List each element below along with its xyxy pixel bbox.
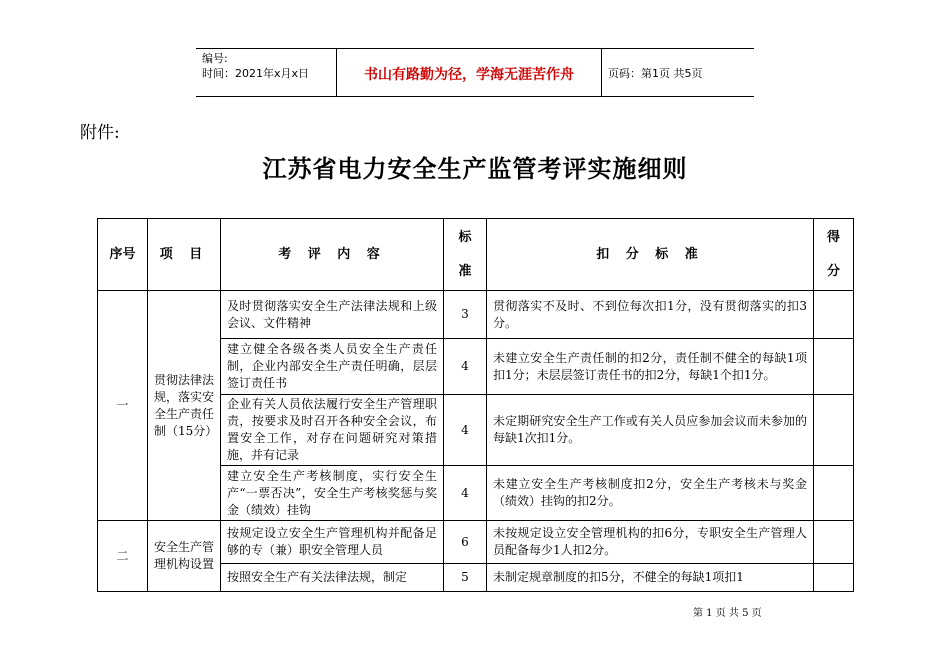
header-deduction: 扣 分 标 准: [487, 219, 814, 291]
row-deduction: [487, 466, 814, 521]
table-header-row: [98, 219, 854, 291]
row-score: [814, 339, 854, 395]
row-content: [221, 466, 444, 521]
row-deduction-text: 贯彻落实不及时、不到位每次扣1分，没有贯彻落实的扣3分。: [493, 298, 807, 330]
header-divider: [601, 49, 602, 96]
section-item: [148, 291, 221, 521]
row-content: [221, 339, 444, 395]
header-score: [814, 219, 854, 291]
row-content: [221, 395, 444, 466]
header-meta: [202, 51, 309, 81]
row-deduction-text: 未建立安全生产考核制度扣2分，安全生产考核未与奖金（绩效）挂钩的扣2分。: [493, 477, 807, 508]
header-content: 考 评 内 容: [221, 219, 444, 291]
row-content-text: 建立安全生产考核制度，实行安全生产“一票否决”，安全生产考核奖惩与奖金（绩效）挂钩: [227, 468, 437, 517]
attachment-label: 附件:: [80, 123, 120, 143]
row-score: [814, 564, 854, 592]
row-score: [814, 291, 854, 339]
row-content-text: 建立健全各级各类人员安全生产责任制，企业内部安全生产责任明确，层层签订责任书: [227, 342, 437, 390]
document-title: 江苏省电力安全生产监管考评实施细则: [262, 155, 688, 183]
row-score: [814, 521, 854, 564]
header-standard-line1: 标: [458, 229, 472, 245]
row-deduction: [487, 291, 814, 339]
row-standard: 4: [444, 395, 487, 466]
document-time-label: 时间：2021年x月x日: [202, 67, 310, 80]
row-content-text: 及时贯彻落实安全生产法律法规和上级会议、文件精神: [227, 298, 437, 330]
table-row: [98, 291, 854, 339]
row-content-text: 按照安全生产有关法律法规，制定: [227, 570, 408, 584]
section-index: 二: [98, 521, 148, 592]
header-score-line2: 分: [826, 263, 840, 279]
row-deduction-text: 未建立安全生产责任制的扣2分，责任制不健全的每缺1项扣1分；未层层签订责任书的扣2分，每缺1个扣1分。: [493, 350, 807, 382]
header-item: 项 目: [148, 219, 221, 291]
header-motto: 书山有路勤为径，学海无涯苦作舟: [364, 67, 574, 83]
row-standard: 3: [444, 291, 487, 339]
row-score: [814, 395, 854, 466]
section-index: 一: [98, 291, 148, 521]
row-deduction: [487, 521, 814, 564]
row-deduction-text: 未定期研究安全生产工作或有关人员应参加会议而未参加的每缺1次扣1分。: [493, 414, 807, 445]
table-row: [98, 521, 854, 564]
section-item-text: 安全生产管理机构设置: [154, 540, 215, 571]
row-content: [221, 291, 444, 339]
row-standard: 4: [444, 339, 487, 395]
section-item-text: 贯彻法律法规，落实安全生产责任制（15分）: [154, 372, 218, 438]
row-standard: 5: [444, 564, 487, 592]
row-deduction-text: 未按规定设立安全管理机构的扣6分，专职安全生产管理人员配备每少1人扣2分。: [493, 526, 807, 557]
row-content-text: 按规定设立安全生产管理机构并配备足够的专（兼）职安全管理人员: [227, 526, 437, 557]
page-header: [196, 48, 754, 97]
row-deduction: [487, 339, 814, 395]
header-standard-line2: 准: [458, 263, 472, 279]
row-content: [221, 521, 444, 564]
row-standard: 6: [444, 521, 487, 564]
document-number-label: 编号:: [202, 52, 228, 65]
row-content-text: 企业有关人员依法履行安全生产管理职责，按要求及时召开各种安全会议，布置安全工作，对存在问题研究对策措施，并有记录: [227, 397, 437, 462]
page-footer: 第 1 页 共 5 页: [693, 608, 762, 619]
row-deduction: [487, 395, 814, 466]
header-score-line1: 得: [826, 229, 840, 245]
header-standard: [444, 219, 487, 291]
row-deduction-text: 未制定规章制度的扣5分，不健全的每缺1项扣1: [493, 570, 744, 584]
header-page-info: 页码：第1页 共5页: [608, 67, 703, 80]
row-standard: 4: [444, 466, 487, 521]
row-content: [221, 564, 444, 592]
row-deduction: [487, 564, 814, 592]
header-index: 序号: [98, 219, 148, 291]
section-item: [148, 521, 221, 592]
assessment-table: [97, 218, 854, 592]
row-score: [814, 466, 854, 521]
